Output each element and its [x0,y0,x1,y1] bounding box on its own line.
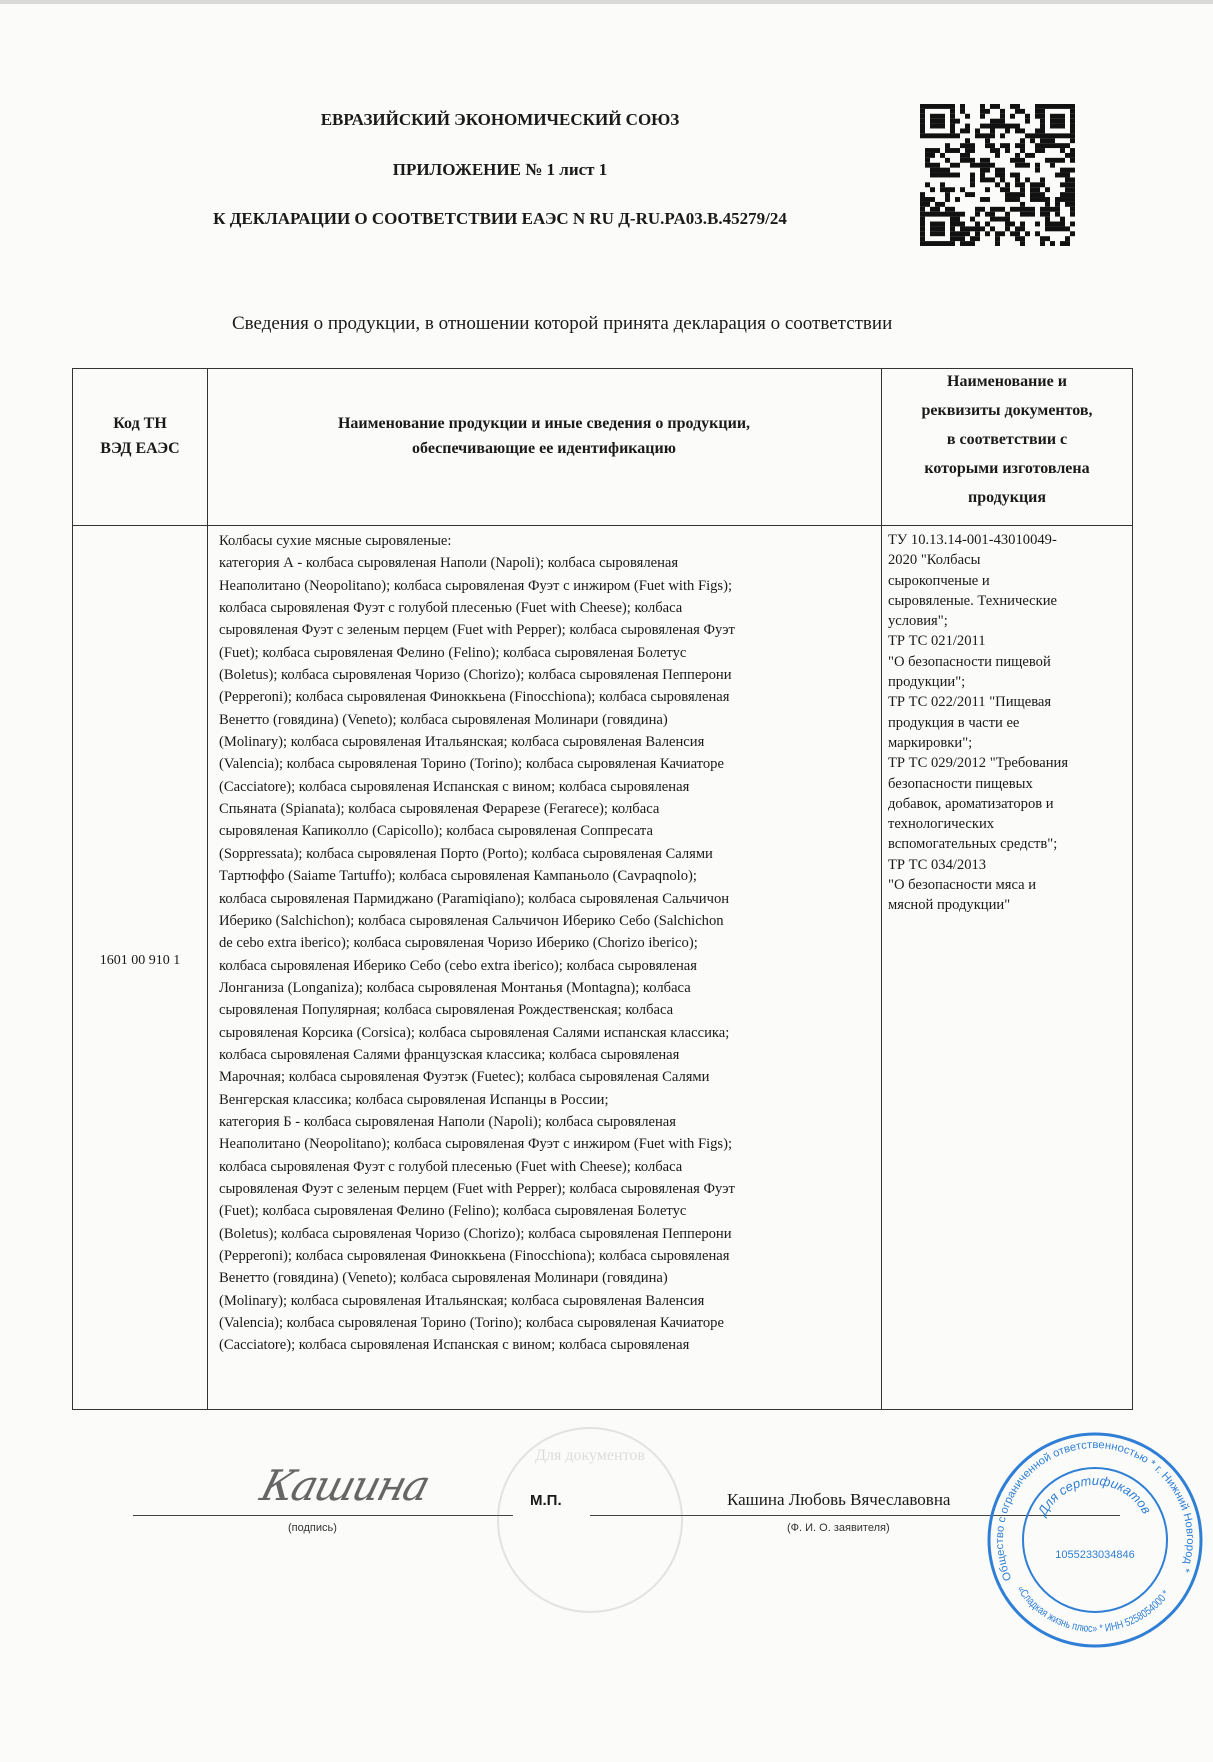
product-line: (Fuet); колбаса сыровяленая Фелино (Felino); колбаса сыровяленая Болетус [219,644,687,661]
scan-edge [0,0,1213,4]
product-line: (Fuet); колбаса сыровяленая Фелино (Felino); колбаса сыровяленая Болетус [219,1203,687,1220]
document-line: ТР ТС 022/2011 "Пищевая [888,694,1052,711]
product-line: Колбасы сухие мясные сыровяленые: [219,533,452,549]
document-line: "О безопасности пищевой [888,653,1051,670]
product-line: (Cacciatore); колбаса сыровяленая Испанская с вином; колбаса сыровяленая [219,778,690,795]
product-line: (Molinary); колбаса сыровяленая Итальянская; колбаса сыровяленая Валенсия [219,1292,705,1309]
header-line: реквизиты документов, [921,402,1093,419]
product-line: колбаса сыровяленая Иберико Себо (cebo extra iberico); колбаса сыровяленая [219,957,697,974]
seal-label: М.П. [530,1492,562,1509]
product-line: сыровяленая Фуэт с зеленым перцем (Fuet with Pepper); колбаса сыровяленая Фуэт [219,1180,735,1197]
subtitle: Сведения о продукции, в отношении которой принята декларация о соответствии [232,313,893,334]
product-line: Спьяната (Spianata); колбаса сыровяленая Ферарезе (Ferarece); колбаса [219,801,660,818]
applicant-caption: (Ф. И. О. заявителя) [787,1522,890,1534]
header-code [73,411,207,461]
document-line: добавок, ароматизаторов и [888,795,1054,812]
product-line: Неаполитано (Neopolitano); колбаса сыровяленая Фуэт с инжиром (Fuet with Figs); [219,1136,733,1153]
product-line: (Valencia); колбаса сыровяленая Торино (Torino); колбаса сыровяленая Качиаторе [219,1315,724,1332]
product-line: (Boletus); колбаса сыровяленая Чоризо (Chorizo); колбаса сыровяленая Пепперони [219,667,732,684]
document-line: вспомогательных средств"; [888,836,1058,853]
product-line: Венетто (говядина) (Veneto); колбаса сыровяленая Молинари (говядина) [219,1270,668,1287]
product-line: (Valencia); колбаса сыровяленая Торино (Torino); колбаса сыровяленая Качиаторе [219,756,724,773]
product-line: (Soppressata); колбаса сыровяленая Порто (Porto); колбаса сыровяленая Салями [219,845,713,862]
qr-code [920,104,1075,246]
faint-stamp [490,1420,690,1620]
signature-caption: (подпись) [288,1522,337,1534]
document-list [888,530,1068,916]
product-line: колбаса сыровяленая Салями французская классика; колбаса сыровяленая [219,1046,680,1063]
header-line: Наименование и [947,373,1067,390]
header-product [207,411,881,461]
product-line: сыровяленая Фуэт с зеленым перцем (Fuet with Pepper); колбаса сыровяленая Фуэт [219,622,735,639]
product-line: сыровяленая Корсика (Corsica); колбаса сыровяленая Салями испанская классика; [219,1024,730,1041]
header-line: ВЭД ЕАЭС [100,440,180,457]
document-line: сырокопченые и [888,572,990,589]
product-line: Лонганиза (Longaniza); колбаса сыровяленая Монтанья (Montagna); колбаса [219,979,691,996]
product-line: колбаса сыровяленая Фуэт с голубой плесенью (Fuet with Cheese); колбаса [219,1158,683,1175]
header-line: продукция [967,489,1047,506]
header-documents [881,367,1133,512]
stamp-outer-text: Общество с ограниченной ответственностью * г. Нижний Новгород * [993,1439,1197,1583]
product-table [72,368,1133,1410]
product-line: (Cacciatore); колбаса сыровяленая Испанская с вином; колбаса сыровяленая [219,1337,690,1354]
stamp-bottom-text: «Сладкая жизнь плюс» * ИНН 5258054000 * [1014,1583,1173,1636]
product-line: (Pepperoni); колбаса сыровяленая Финоккьена (Finocchiona); колбаса сыровяленая [219,1248,730,1264]
svg-text:«Сладкая жизнь плюс» * ИНН 525 [1014,1584,1172,1635]
product-line: Венгерская классика; колбаса сыровяленая Испанцы в России; [219,1091,609,1108]
signature: Кашина [255,1461,434,1510]
product-line: категория Б - колбаса сыровяленая Наполи (Napoli); колбаса сыровяленая [219,1113,676,1130]
product-line: (Boletus); колбаса сыровяленая Чоризо (Chorizo); колбаса сыровяленая Пепперони [219,1225,732,1242]
applicant-name: Кашина Любовь Вячеславовна [727,1490,951,1509]
document-line: 2020 "Колбасы [888,552,981,569]
product-line: категория А - колбаса сыровяленая Наполи (Napoli); колбаса сыровяленая [219,555,679,572]
header-divider [73,525,1132,526]
product-line: Венетто (говядина) (Veneto); колбаса сыровяленая Молинари (говядина) [219,711,668,728]
document-line: ТР ТС 034/2013 [888,856,987,873]
header-line: Наименование продукции и иные сведения о продукции, [337,415,751,432]
header-line: обеспечивающие ее идентификацию [412,440,676,457]
product-description [219,530,735,1357]
document-line: мясной продукции" [888,897,1011,914]
document-line: ТУ 10.13.14-001-43010049- [888,532,1057,548]
document-line: условия"; [888,613,948,630]
header-line: которыми изготовлена [924,460,1090,477]
product-line: (Molinary); колбаса сыровяленая Итальянская; колбаса сыровяленая Валенсия [219,734,705,751]
stamp-ogrn: 1055233034846 [1055,1549,1135,1561]
appendix-title: ПРИЛОЖЕНИЕ № 1 лист 1 [392,160,608,179]
tn-ved-code: 1601 00 910 1 [99,953,181,968]
document-line: безопасности пищевых [888,775,1033,792]
product-line: сыровяленая Популярная; колбаса сыровяленая Рождественская; колбаса [219,1002,674,1019]
declaration-title: К ДЕКЛАРАЦИИ О СООТВЕТСТВИИ ЕАЭС N RU Д-RU.PA03.B.45279/24 [213,209,787,228]
product-line: сыровяленая Капиколло (Capicollo); колбаса сыровяленая Соппресата [219,823,653,840]
document-line: "О безопасности мяса и [888,877,1037,894]
product-line: Иберико (Salchichon); колбаса сыровяленая Сальчичон Иберико Себо (Salchichon [219,912,724,929]
document-line: ТР ТС 029/2012 "Требования [888,755,1069,772]
product-line: Неаполитано (Neopolitano); колбаса сыровяленая Фуэт с инжиром (Fuet with Figs); [219,577,733,594]
stamp-inner-text: Для сертификатов [1034,1472,1155,1519]
product-line: (Pepperoni); колбаса сыровяленая Финоккьена (Finocchiona); колбаса сыровяленая [219,689,730,706]
product-line: Марочная; колбаса сыровяленая Фуэтэк (Fuetec); колбаса сыровяленая Салями [219,1069,710,1086]
document-line: продукции"; [888,674,966,691]
document-line: сыровяленые. Технические [888,592,1058,609]
document-line: технологических [888,816,995,833]
signature-line [133,1515,513,1516]
product-line: колбаса сыровяленая Пармиджано (Paramiqiano); колбаса сыровяленая Сальчичон [219,890,730,907]
header-line: Код ТН [113,415,167,432]
document-line: ТР ТС 021/2011 [888,633,986,650]
product-line: Тартюффо (Saiame Tartuffo); колбаса сыровяленая Кампаньоло (Cavpaqnolo); [219,868,697,885]
header-line: в соответствии с [946,431,1068,448]
company-stamp [985,1430,1205,1650]
faint-stamp-text: Для документов [535,1447,645,1464]
document-line: маркировки"; [888,734,973,751]
document-line: продукция в части ее [888,714,1020,731]
product-line: колбаса сыровяленая Фуэт с голубой плесенью (Fuet with Cheese); колбаса [219,600,683,617]
union-title: ЕВРАЗИЙСКИЙ ЭКОНОМИЧЕСКИЙ СОЮЗ [320,110,680,129]
product-line: de cebo extra iberico); колбаса сыровяленая Чоризо Иберико (Chorizo iberico); [219,935,698,952]
